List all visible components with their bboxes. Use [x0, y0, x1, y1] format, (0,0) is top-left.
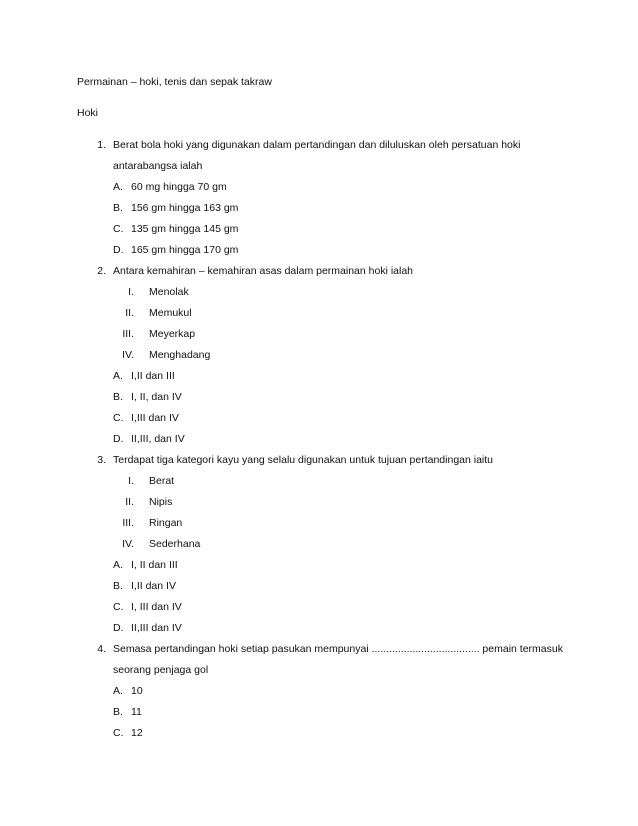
option-text: I, II, dan IV [131, 391, 182, 403]
option-letter: B. [113, 391, 123, 403]
question-number: 1. [97, 139, 106, 151]
item-text: Menghadang [149, 349, 211, 361]
item-text: Memukul [149, 307, 192, 319]
question-text: Berat bola hoki yang digunakan dalam pertandingan dan diluluskan oleh persatuan hoki [113, 139, 521, 151]
option-text: 12 [131, 727, 143, 739]
option-text: I, III dan IV [131, 601, 182, 613]
item-text: Meyerkap [149, 328, 196, 340]
item-text: Nipis [149, 496, 173, 508]
option-letter: C. [113, 412, 124, 424]
option-letter: A. [113, 685, 123, 697]
option-letter: D. [113, 433, 124, 445]
option-text: I,II dan III [131, 370, 175, 382]
option-text: I,II dan IV [131, 580, 176, 592]
question-number: 4. [97, 643, 106, 655]
question-text-continued: seorang penjaga gol [113, 664, 209, 676]
roman-numeral: III. [122, 517, 134, 529]
question-text: Semasa pertandingan hoki setiap pasukan mempunyai ..................................... pemain termasuk [113, 643, 563, 655]
question-number: 2. [97, 265, 106, 277]
option-text: I,III dan IV [131, 412, 179, 424]
option-letter: C. [113, 223, 124, 235]
option-text: II,III dan IV [131, 622, 182, 634]
option-letter: A. [113, 559, 123, 571]
roman-numeral: II. [125, 307, 134, 319]
option-text: I, II dan III [131, 559, 178, 571]
question-text: Antara kemahiran – kemahiran asas dalam permainan hoki ialah [113, 265, 413, 277]
option-letter: A. [113, 370, 123, 382]
item-text: Sederhana [149, 538, 201, 550]
option-letter: B. [113, 706, 123, 718]
option-letter: D. [113, 622, 124, 634]
option-text: 60 mg hingga 70 gm [131, 181, 227, 193]
question-number: 3. [97, 454, 106, 466]
question-text: Terdapat tiga kategori kayu yang selalu digunakan untuk tujuan pertandingan iaitu [113, 454, 494, 466]
item-text: Berat [149, 475, 175, 487]
option-letter: D. [113, 244, 124, 256]
option-text: 135 gm hingga 145 gm [131, 223, 239, 235]
option-letter: C. [113, 727, 124, 739]
option-letter: A. [113, 181, 123, 193]
roman-numeral: I. [128, 475, 134, 487]
question-text-continued: antarabangsa ialah [113, 160, 203, 172]
roman-numeral: I. [128, 286, 134, 298]
option-letter: B. [113, 580, 123, 592]
option-letter: B. [113, 202, 123, 214]
item-text: Menolak [149, 286, 189, 298]
option-letter: C. [113, 601, 124, 613]
roman-numeral: IV. [122, 349, 134, 361]
option-text: II,III, dan IV [131, 433, 185, 445]
roman-numeral: IV. [122, 538, 134, 550]
option-text: 11 [131, 706, 142, 718]
roman-numeral: II. [125, 496, 134, 508]
section-heading: Hoki [77, 107, 99, 119]
item-text: Ringan [149, 517, 183, 529]
document-title: Permainan – hoki, tenis dan sepak takraw [77, 76, 272, 88]
option-text: 10 [131, 685, 143, 697]
roman-numeral: III. [122, 328, 134, 340]
option-text: 156 gm hingga 163 gm [131, 202, 239, 214]
option-text: 165 gm hingga 170 gm [131, 244, 239, 256]
